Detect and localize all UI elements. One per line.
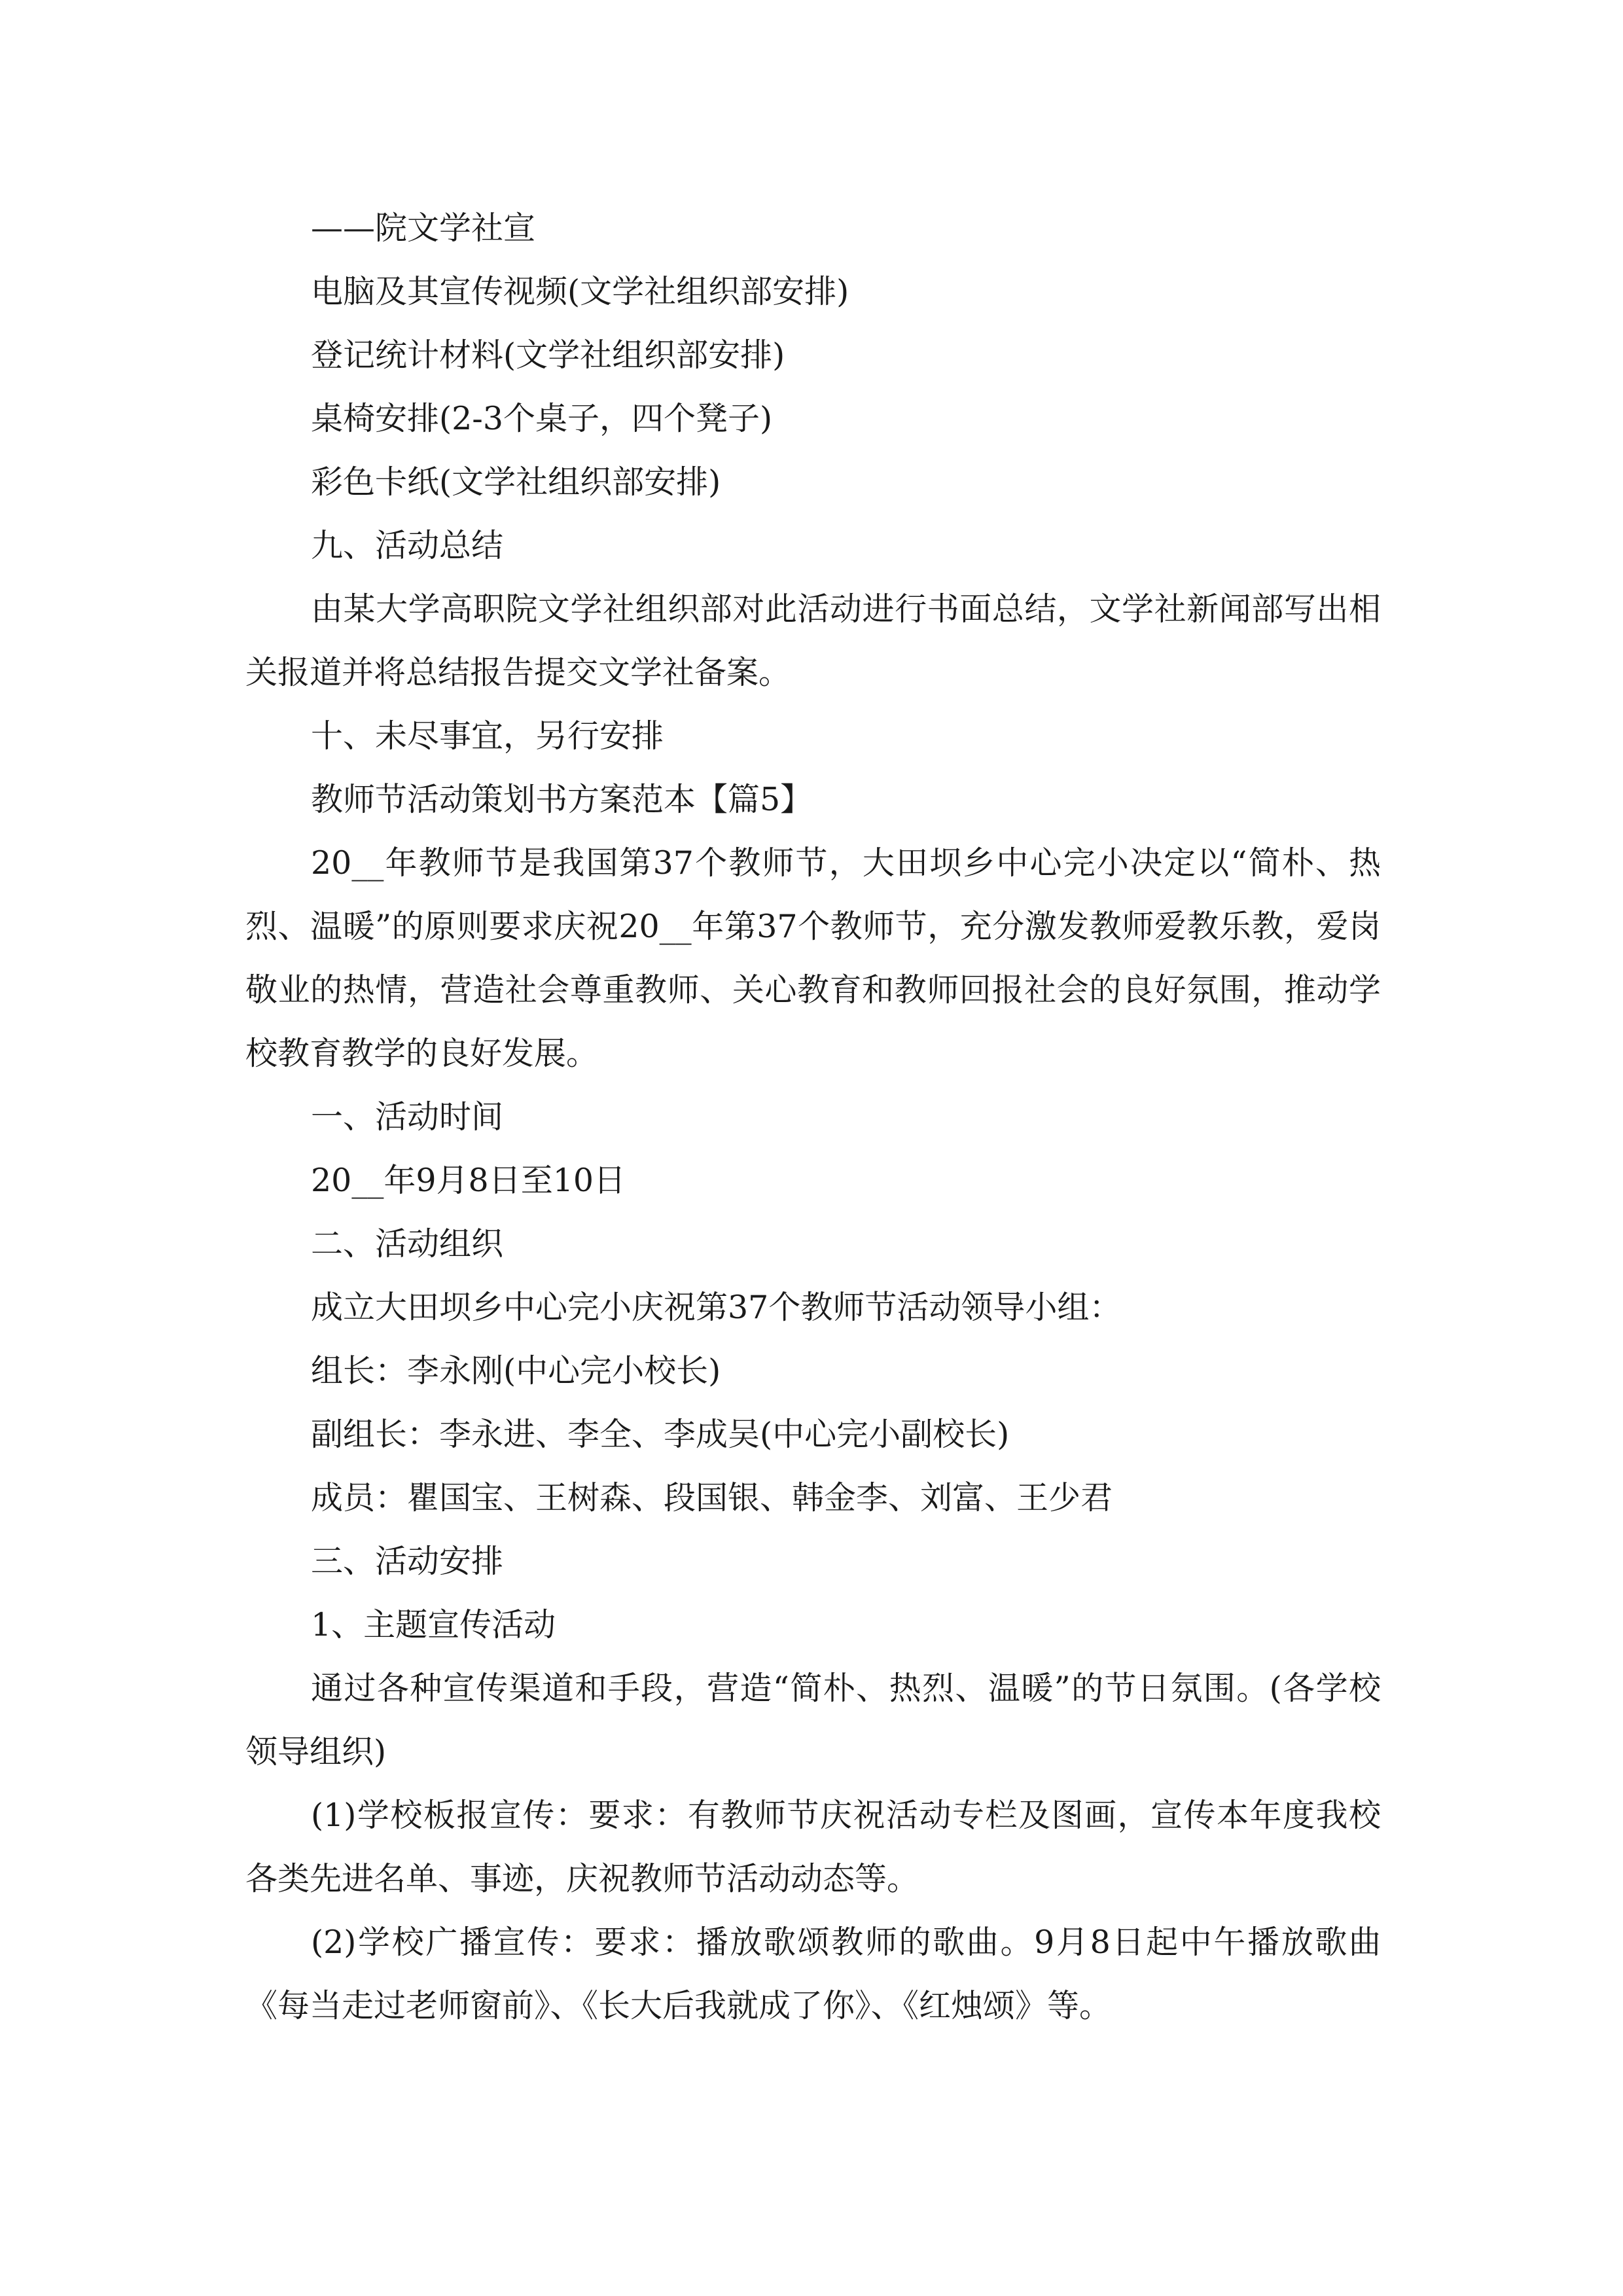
section-heading: 九、活动总结: [311, 527, 504, 564]
paragraph: (2)学校广播宣传：要求：播放歌颂教师的歌曲。9月8日起中午播放歌曲《每当走过老师窗前》、《长大后我就成了你》、《红烛颂》等。: [245, 1924, 1381, 2024]
paragraph: 彩色卡纸(文学社组织部安排): [311, 463, 721, 501]
document-title: 教师节活动策划书方案范本【篇5】: [311, 781, 813, 818]
paragraph: 副组长：李永进、李全、李成吴(中心完小副校长): [311, 1416, 1010, 1453]
section-heading: 十、未尽事宜，另行安排: [311, 717, 664, 755]
paragraph: 成员：瞿国宝、王树森、段国银、韩金李、刘富、王少君: [311, 1479, 1113, 1516]
paragraph: 20__年9月8日至10日: [311, 1162, 626, 1199]
paragraph: (1)学校板报宣传：要求：有教师节庆祝活动专栏及图画，宣传本年度我校各类先进名单、事迹，庆祝教师节活动动态等。: [245, 1797, 1381, 1897]
section-heading: 一、活动时间: [311, 1098, 504, 1136]
paragraph: ——院文学社宣: [311, 209, 536, 247]
section-heading: 三、活动安排: [311, 1543, 504, 1580]
paragraph: 登记统计材料(文学社组织部安排): [311, 336, 785, 374]
subsection-heading: 1、主题宣传活动: [311, 1606, 556, 1643]
paragraph: 电脑及其宣传视频(文学社组织部安排): [311, 273, 849, 310]
document-body: [245, 196, 1381, 2037]
section-heading: 二、活动组织: [311, 1225, 504, 1263]
paragraph: 通过各种宣传渠道和手段，营造“简朴、热烈、温暖”的节日氛围。(各学校领导组织): [245, 1670, 1381, 1770]
paragraph: 桌椅安排(2-3个桌子，四个凳子): [311, 400, 773, 437]
paragraph: 组长：李永刚(中心完小校长): [311, 1352, 721, 1390]
paragraph: 20__年教师节是我国第37个教师节，大田坝乡中心完小决定以“简朴、热烈、温暖”的原则要求庆祝20__年第37个教师节，充分激发教师爱教乐教，爱岗敬业的热情，营造社会尊重教师、关心教育和教师回报社会的良好氛围，推动学校教育教学的良好发展。: [245, 844, 1381, 1072]
paragraph: 成立大田坝乡中心完小庆祝第37个教师节活动领导小组：: [311, 1289, 1122, 1326]
paragraph: 由某大学高职院文学社组织部对此活动进行书面总结，文学社新闻部写出相关报道并将总结报告提交文学社备案。: [245, 590, 1381, 691]
